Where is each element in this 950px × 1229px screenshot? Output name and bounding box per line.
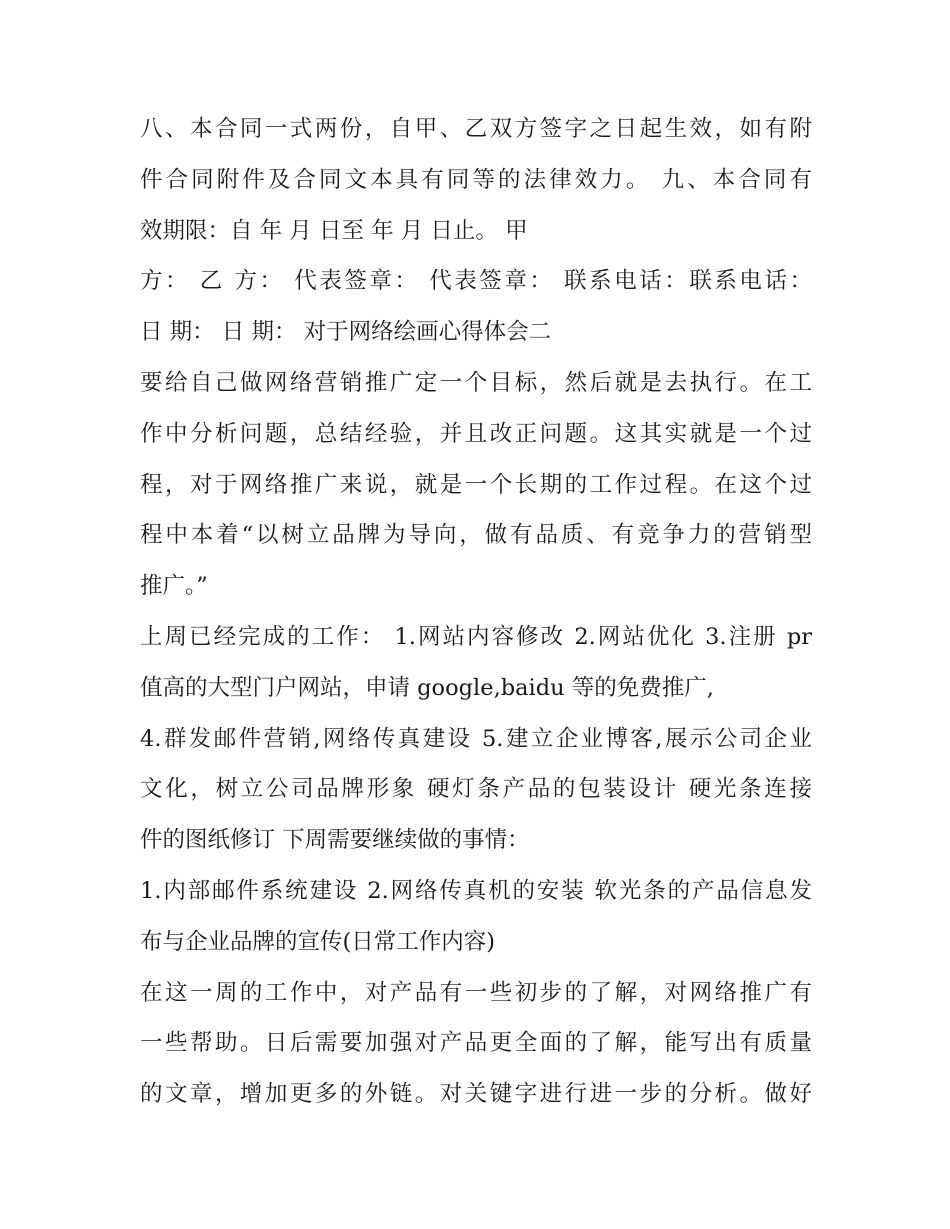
text-line: 文化，树立公司品牌形象 硬灯条产品的包装设计 硬光条连接 <box>140 776 812 803</box>
text-line: 要给自己做网络营销推广定一个目标，然后就是去执行。在工 <box>140 369 812 396</box>
text-line: 的文章，增加更多的外链。对关键字进行进一步的分析。做好 <box>140 1081 812 1108</box>
text-line: 4.群发邮件营销,网络传真建设 5.建立企业博客,展示公司企业 <box>140 725 812 752</box>
text-line: 方： 乙 方： 代表签章： 代表签章： 联系电话：联系电话： <box>140 268 812 295</box>
text-line: 程，对于网络推广来说，就是一个长期的工作过程。在这个过 <box>140 471 812 498</box>
document-page <box>140 104 812 1120</box>
text-line: 1.内部邮件系统建设 2.网络传真机的安装 软光条的产品信息发 <box>140 877 812 904</box>
text-line: 件的图纸修订 下周需要继续做的事情： <box>140 827 530 854</box>
text-line: 上周已经完成的工作： 1.网站内容修改 2.网站优化 3.注册 pr <box>140 623 812 650</box>
text-line: 一些帮助。日后需要加强对产品更全面的了解，能写出有质量 <box>140 1030 812 1057</box>
text-line: 效期限：自 年 月 日至 年 月 日止。 甲 <box>140 217 528 244</box>
text-line: 程中本着“以树立品牌为导向，做有品质、有竞争力的营销型 <box>140 522 812 549</box>
text-line: 值高的大型门户网站，申请 google,baidu 等的免费推广, <box>140 674 714 701</box>
text-line: 件合同附件及合同文本具有同等的法律效力。 九、本合同有 <box>140 166 812 193</box>
text-line: 日 期： 日 期： 对于网络绘画心得体会二 <box>140 319 552 346</box>
text-line: 推广。” <box>140 573 208 600</box>
text-line: 布与企业品牌的宣传(日常工作内容) <box>140 928 496 955</box>
text-line: 在这一周的工作中，对产品有一些初步的了解，对网络推广有 <box>140 979 812 1006</box>
text-line: 八、本合同一式两份，自甲、乙双方签字之日起生效，如有附 <box>140 116 812 142</box>
text-line: 作中分析问题，总结经验，并且改正问题。这其实就是一个过 <box>140 420 812 447</box>
